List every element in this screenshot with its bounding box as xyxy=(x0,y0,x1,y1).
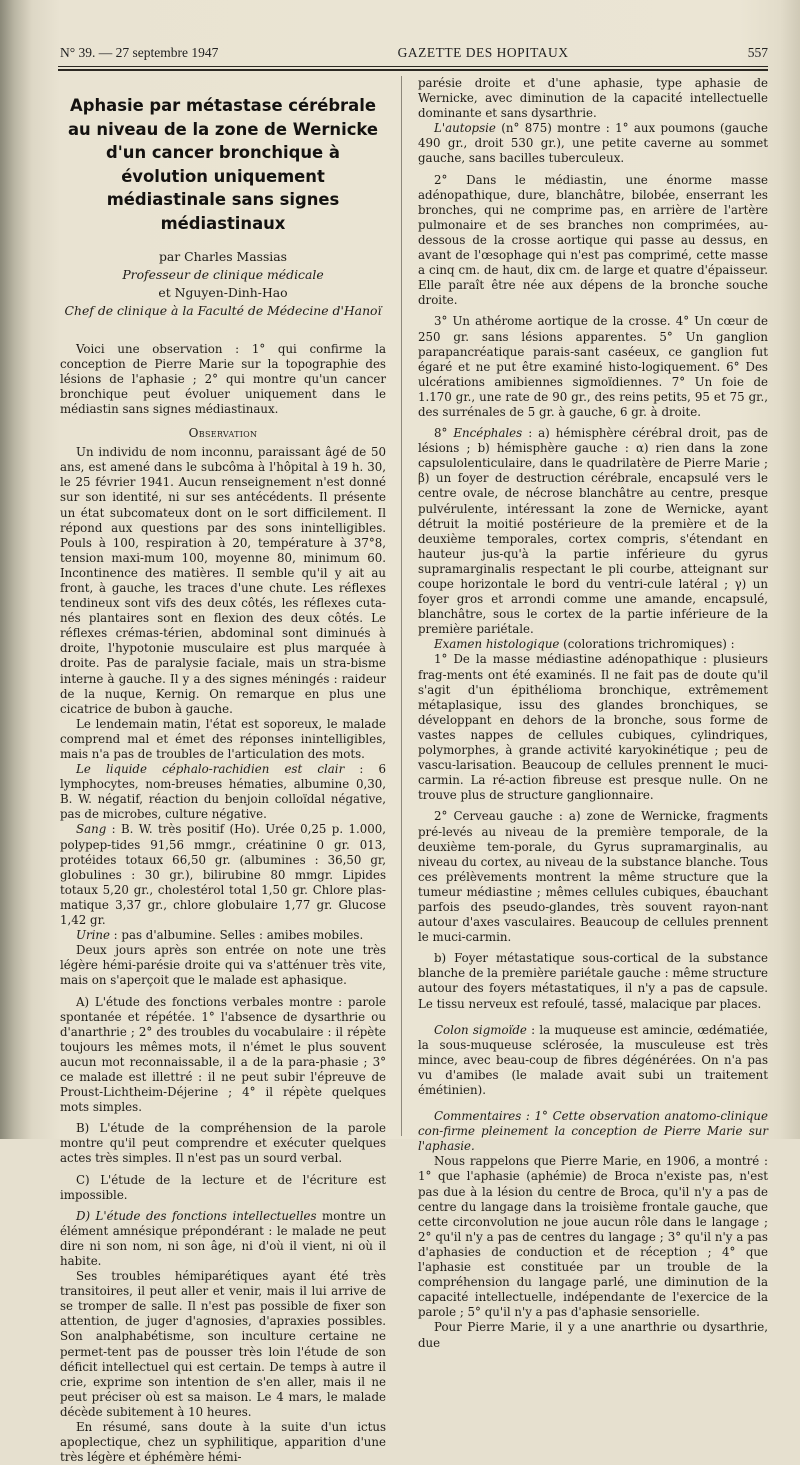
author-2-title: Chef de clinique à la Faculté de Médecine d'Hanoï xyxy=(64,302,382,318)
subsection-text: (colorations trichromiques) : xyxy=(559,637,735,652)
paragraph-text: : 6 lymphocytes, nom-breuses hématies, albumine 0,30, B. W. négatif, réaction du benjoin colloïdal négative, pas de microbes, culture négative. xyxy=(60,762,387,822)
paragraph-label: Colon sigmoïde xyxy=(434,1022,527,1037)
paragraph: b) Foyer métastatique sous-cortical de la substance blanche de la première pariétale gauche : même structure autour des foyers métastatiques, il n'y a pas de capsule. Le tissu nerveux est refoulé, tassé, malacique par places. xyxy=(418,951,768,1011)
paragraph xyxy=(60,762,386,822)
journal-name: GAZETTE DES HOPITAUX xyxy=(397,45,569,60)
paragraph-text: : pas d'albumine. Selles : amibes mobiles. xyxy=(109,928,364,943)
article-title: Aphasie par métastase cérébrale au niveau de la zone de Wernicke d'un cancer bronchique à évolution uniquement médiastinale sans signes médiastinaux xyxy=(67,96,379,233)
paragraph-label: Le liquide céphalo-rachidien est clair xyxy=(76,762,345,777)
left-column xyxy=(60,80,386,1465)
paragraph: Le lendemain matin, l'état est soporeux, le malade comprend mal et émet des réponses inintelligibles, mais n'a pas de troubles de l'articulation des mots. xyxy=(60,716,386,761)
paragraph-text: (n° 875) montre : 1° aux poumons (gauche 490 gr., droit 530 gr.), une petite caverne au sommet gauche, sans bacilles tuberculeux. xyxy=(418,121,768,166)
paragraph xyxy=(60,928,386,943)
paragraph-text: : la muqueuse est amincie, œdématiée, la sous-muqueuse sclérosée, la musculeuse est très mince, avec beau-coup de fibres dégénérées. On n'a pas vu d'amibes (le malade avait subi un traitement émétinien). xyxy=(418,1022,768,1097)
paragraph-label: Sang xyxy=(76,822,107,837)
paragraph xyxy=(418,426,768,637)
paragraph: Un individu de nom inconnu, paraissant âgé de 50 ans, est amené dans le subcôma à l'hôpital à 19 h. 30, le 25 février 1941. Aucun renseignement n'est donné sur son identité, ni sur ses antécédents. Il présente un état subcomateux dont on le sort difficilement. Il répond aux questions par des sons inintelligibles. Pouls à 100, respiration à 20, température à 37°8, tension maxi-mum 100, moyenne 80, minimum 60. Incontinence des matières. Il semble qu'il y ait au front, à gauche, les traces d'une chute. Les réflexes tendineux sont vifs des deux côtés, les réflexes cuta-nés plantaires sont en flexion des deux côtés. Le réflexes crémas-térien, abdominal sont diminués à droite, l'hypotonie musculaire est plus marquée à droite. Pas de paralysie faciale, mais un stra-bisme interne à gauche. Il y a des signes méningés : raideur de la nuque, Kernig. On remarque en plus une cicatrice de bubon à gauche. xyxy=(60,445,386,716)
author-1: par Charles Massias xyxy=(158,248,288,264)
paragraph-label: D) L'étude des fonctions intellectuelles xyxy=(76,1208,317,1223)
paragraph-text: : a) hémisphère cérébral droit, pas de lésions ; b) hémisphère gauche : α) rien dans la zone capsulolenticulaire, dans le quadrilatère de Pierre Marie ; β) un foyer de destruction cérébrale, encapsulé vers le centre ovale, de nécrose blanchâtre au centre, presque pulvérulente, intéressant la zone de Wernicke, ayant détruit la moitié postérieure de la première et de la deuxième temporales, cortex compris, s'étendant en hauteur jus-qu'à la partie inférieure du gyrus supramarginalis respectant le pli courbe, atteignant sur coupe horizontale le bord du ventri-cule latéral ; γ) un foyer gros et arrondi comme une amande, encapsulé, blanchâtre, sous le cortex de la partie inférieure de la première pariétale. xyxy=(418,426,769,637)
header-rule-thick xyxy=(58,69,768,71)
page-header xyxy=(60,45,768,67)
section-heading: Observation xyxy=(188,426,258,441)
subsection-label: Examen histologique xyxy=(434,637,560,652)
paragraph: 2° Cerveau gauche : a) zone de Wernicke, fragments pré-levés au niveau de la première temporale, de la deuxième tem-porale, du Gyrus supramarginalis, au niveau du cortex, au niveau de la substance blanche. Tous ces prélèvements montrent la même structure que la tumeur médiastine ; mêmes cellules cubiques, ébauchant parfois des pseudo-glandes, très souvent rayon-nant autour d'axes vasculaires. Beaucoup de cellules prennent le muci-carmin. xyxy=(418,809,768,945)
paragraph: Nous rappelons que Pierre Marie, en 1906, a montré : 1° que l'aphasie (aphémie) de Broca n'existe pas, n'est pas due à la lésion du centre de Broca, qu'il n'y a pas de centre du langage dans la troisième frontale gauche, que cette circonvolution ne joue aucun rôle dans le langage ; 2° qu'il n'y a pas de centres du langage ; 3° qu'il n'y a pas d'aphasies de conduction et de réception ; 4° que l'aphasie est constituée par un trouble de la compréhension du langage parlé, une diminution de la capacité intellectuelle, indépendante de l'exercice de la parole ; 5° qu'il n'y a pas d'aphasie sensorielle. xyxy=(418,1154,768,1320)
commentary-heading: Commentaires : 1° Cette observation anatomo-clinique con-firme pleinement la conception de Pierre Marie sur l'aphasie. xyxy=(418,1109,768,1154)
paragraph: Deux jours après son entrée on note une très légère hémi-parésie droite qui va s'atténuer très vite, mais on s'aperçoit que le malade est aphasique. xyxy=(60,943,386,988)
column-divider xyxy=(401,76,402,1136)
author-1-title: Professeur de clinique médicale xyxy=(122,266,324,282)
paragraph: B) L'étude de la compréhension de la parole montre qu'il peut comprendre et exécuter quelques actes très simples. Il n'est pas un sourd verbal. xyxy=(60,1121,386,1166)
paragraph-label: L'autopsie xyxy=(434,121,496,136)
paragraph-text: : B. W. très positif (Ho). Urée 0,25 p. 1.000, polypep-tides 91,56 mmgr., créatinine 0 gr. 013, protéides totaux 66,50 gr. (albumines : 36,50 gr, globulines : 30 gr.), bilirubine 80 mmgr. Lipides totaux 5,20 gr., cholestérol total 1,50 gr. Chlore plas-matique 3,37 gr., chlore globulaire 1,77 gr. Glucose 1,42 gr. xyxy=(60,822,386,928)
right-column xyxy=(418,76,768,1351)
page-number: 557 xyxy=(747,45,768,60)
paragraph: 1° De la masse médiastine adénopathique : plusieurs frag-ments ont été examinés. Il ne fait pas de doute qu'il s'agit d'un épithélioma bronchique, extrêmement métaplasique, issu des glandes bronchiques, se développant en dehors de la bronche, sous forme de vastes nappes de cellules cubiques, cylindriques, polymorphes, à grande activité karyokinétique ; peu de vascu-larisation. Beaucoup de cellules prennent le muci-carmin. La ré-action fibreuse est presque nulle. On ne trouve plus de structure ganglionnaire. xyxy=(418,652,768,803)
author-2: et Nguyen-Dinh-Hao xyxy=(158,284,288,300)
paragraph xyxy=(60,822,386,928)
paragraph: C) L'étude de la lecture et de l'écriture est impossible. xyxy=(60,1172,386,1202)
byline xyxy=(60,248,386,320)
paragraph: 2° Dans le médiastin, une énorme masse adénopathique, dure, blanchâtre, bilobée, enserrant les bronches, qui ne comprime pas, en arrière de l'artère pulmonaire et de ses branches non comprimées, au-dessous de la crosse aortique qui passe au dessus, en avant de l'œsophage qui n'est pas comprimé, cette masse a cinq cm. de haut, dix cm. de large et quatre d'épaisseur. Elle paraît être née aux dépens de la bronche souche droite. xyxy=(418,172,768,308)
paragraph-text: montre un élément amnésique prépondérant : le malade ne peut dire ni son nom, ni son âge, ni d'où il vient, ni où il habite. xyxy=(60,1208,386,1268)
paragraph: Pour Pierre Marie, il y a une anarthrie ou dysarthrie, due xyxy=(418,1320,768,1350)
paragraph-label: Encéphales xyxy=(453,426,523,441)
paragraph: parésie droite et d'une aphasie, type aphasie de Wernicke, avec diminution de la capacité intellectuelle dominante et sans dysarthrie. xyxy=(418,76,768,121)
paragraph xyxy=(418,1023,768,1098)
paragraph-prefix: 8° xyxy=(434,426,454,441)
issue-date: N° 39. — 27 septembre 1947 xyxy=(60,45,219,60)
paragraph: 3° Un athérome aortique de la crosse. 4° Un cœur de 250 gr. sans lésions apparentes. 5° Un ganglion parapancréatique parais-sant caséeux, ce ganglion fut égaré et ne put être examiné histo-logiquement. 6° Des ulcérations amibiennes sigmoïdiennes. 7° Un foie de 1.170 gr., une rate de 90 gr., des reins petits, 95 et 75 gr., des surrénales de 5 gr. à gauche, 6 gr. à droite. xyxy=(418,314,768,419)
paragraph: A) L'étude des fonctions verbales montre : parole spontanée et répétée. 1° l'absence de dysarthrie ou d'anarthrie ; 2° des troubles du vocabulaire : il répète toujours les mêmes mots, il n'émet le plus souvent aucun mot reconnaissable, il a de la para-phasie ; 3° ce malade est illettré : il ne peut subir l'épreuve de Proust-Lichtheim-Déjerine ; 4° il répète quelques mots simples. xyxy=(60,994,386,1115)
paragraph xyxy=(60,1209,386,1269)
paragraph xyxy=(418,121,768,166)
paragraph: Ses troubles hémiparétiques ayant été très transitoires, il peut aller et venir, mais il lui arrive de se tromper de salle. Il n'est pas possible de fixer son attention, de juger d'agnosies, d'apraxies possibles. Son analphabétisme, son inculture certaine ne permet-tent pas de pousser très loin l'étude de son déficit intellectuel qui est certain. De temps à autre il crie, exprime son intention de s'en aller, mais il ne peut préciser où est sa maison. Le 4 mars, le malade décède subitement à 10 heures. xyxy=(60,1269,386,1419)
subsection-heading xyxy=(418,637,768,652)
paragraph: En résumé, sans doute à la suite d'un ictus apoplectique, chez un syphilitique, apparition d'une très légère et éphémère hémi- xyxy=(60,1420,386,1465)
intro-paragraph: Voici une observation : 1° qui confirme la conception de Pierre Marie sur la topographie des lésions de l'aphasie ; 2° qui montre qu'un cancer bronchique peut évoluer uniquement dans le médiastin sans signes médiastinaux. xyxy=(60,341,386,416)
header-rule xyxy=(58,66,768,67)
paragraph-label: Urine xyxy=(76,928,110,943)
